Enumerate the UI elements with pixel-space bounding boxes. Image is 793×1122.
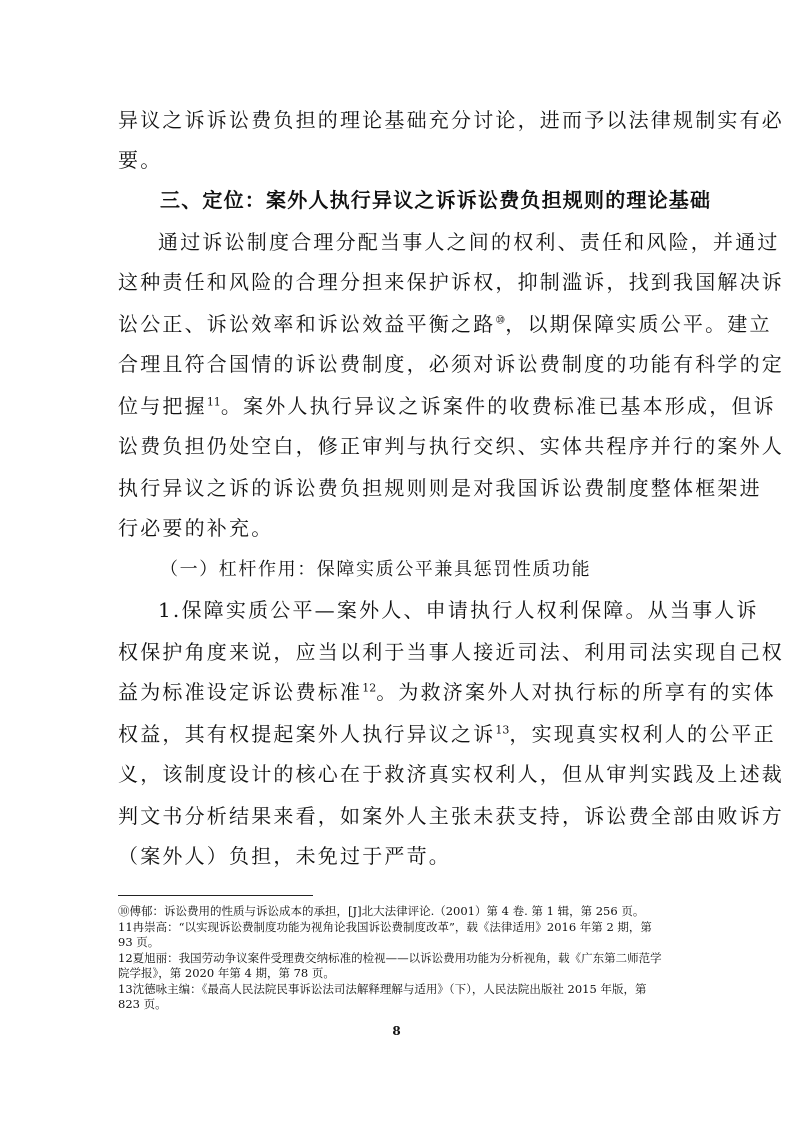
- body-text-segment: 讼公正、诉讼效率和诉讼效益平衡之路: [118, 312, 496, 336]
- footnote-ref: 12: [362, 681, 377, 695]
- body-line: 讼费负担仍处空白，修正审判与执行交织、实体共程序并行的案外人: [118, 434, 784, 458]
- body-line: （案外人）负担，未免过于严苛。: [118, 844, 451, 868]
- footnote: 11冉崇高：“以实现诉讼费制度功能为视角论我国诉讼费制度改革”，载《法律适用》2016 年第 2 期，第: [118, 920, 652, 934]
- body-line: 1.保障实质公平—案外人、申请执行人权利保障。从当事人诉: [158, 598, 759, 622]
- footnote: 院学报》，第 2020 年第 4 期，第 78 页。: [118, 966, 335, 980]
- footnote-ref: ⑩: [495, 313, 506, 327]
- body-line: 判文书分析结果来看，如案外人主张未获支持，诉讼费全部由败诉方: [118, 804, 784, 828]
- body-line: [118, 680, 793, 704]
- footnote-ref: 11: [206, 395, 221, 409]
- footnote: 823 页。: [118, 997, 167, 1011]
- body-line: 行必要的补充。: [118, 516, 274, 540]
- subsection-heading: （一）杠杆作用：保障实质公平兼具惩罚性质功能: [160, 559, 592, 580]
- footnote: ⑩傅郁：诉讼费用的性质与诉讼成本的承担，[J]北大法律评论.（2001）第 4 卷. 第 1 辑，第 256 页。: [118, 904, 645, 918]
- footnote-ref: 13: [495, 723, 510, 737]
- footnote: 12夏旭丽：我国劳动争议案件受理费交纳标准的检视——以诉讼费用功能为分析视角，载《广东第二师范学: [118, 951, 662, 965]
- body-text-segment: ，实现真实权利人的公平正: [509, 722, 776, 746]
- body-line: [118, 394, 793, 418]
- body-line: 要。: [118, 148, 163, 172]
- body-line: [118, 722, 793, 746]
- body-text-segment: 。案外人执行异议之诉案件的收费标准已基本形成，但诉: [220, 394, 776, 418]
- body-line: 异议之诉诉讼费负担的理论基础充分讨论，进而予以法律规制实有必: [118, 108, 784, 132]
- footnote: 13沈德咏主编：《最高人民法院民事诉讼法司法解释理解与适用》（下），人民法院出版社 2015 年版，第: [118, 982, 647, 996]
- body-text-segment: 益为标准设定诉讼费标准: [118, 680, 363, 704]
- body-line: 权保护角度来说，应当以利于当事人接近司法、利用司法实现自己权: [118, 640, 784, 664]
- footnote: 93 页。: [118, 935, 160, 949]
- section-heading: 三、定位：案外人执行异议之诉诉讼费负担规则的理论基础: [160, 188, 712, 212]
- body-line: 这种责任和风险的合理分担来保护诉权，抑制滥诉，找到我国解决诉: [118, 270, 784, 294]
- body-text-segment: 。为救济案外人对执行标的所享有的实体: [376, 680, 776, 704]
- body-line: 通过诉讼制度合理分配当事人之间的权利、责任和风险，并通过: [158, 230, 780, 254]
- body-line: 义，该制度设计的核心在于救济真实权利人，但从审判实践及上述裁: [118, 762, 784, 786]
- footnote-divider: [118, 895, 313, 896]
- page-number: 8: [392, 1024, 401, 1038]
- body-text-segment: 权益，其有权提起案外人执行异议之诉: [118, 722, 496, 746]
- body-line: 执行异议之诉的诉讼费负担规则则是对我国诉讼费制度整体框架进: [118, 476, 762, 500]
- body-line: [118, 312, 793, 336]
- body-line: 合理且符合国情的诉讼费制度，必须对诉讼费制度的功能有科学的定: [118, 352, 784, 376]
- body-text-segment: 位与把握: [118, 394, 207, 418]
- body-text-segment: ，以期保障实质公平。建立: [505, 312, 772, 336]
